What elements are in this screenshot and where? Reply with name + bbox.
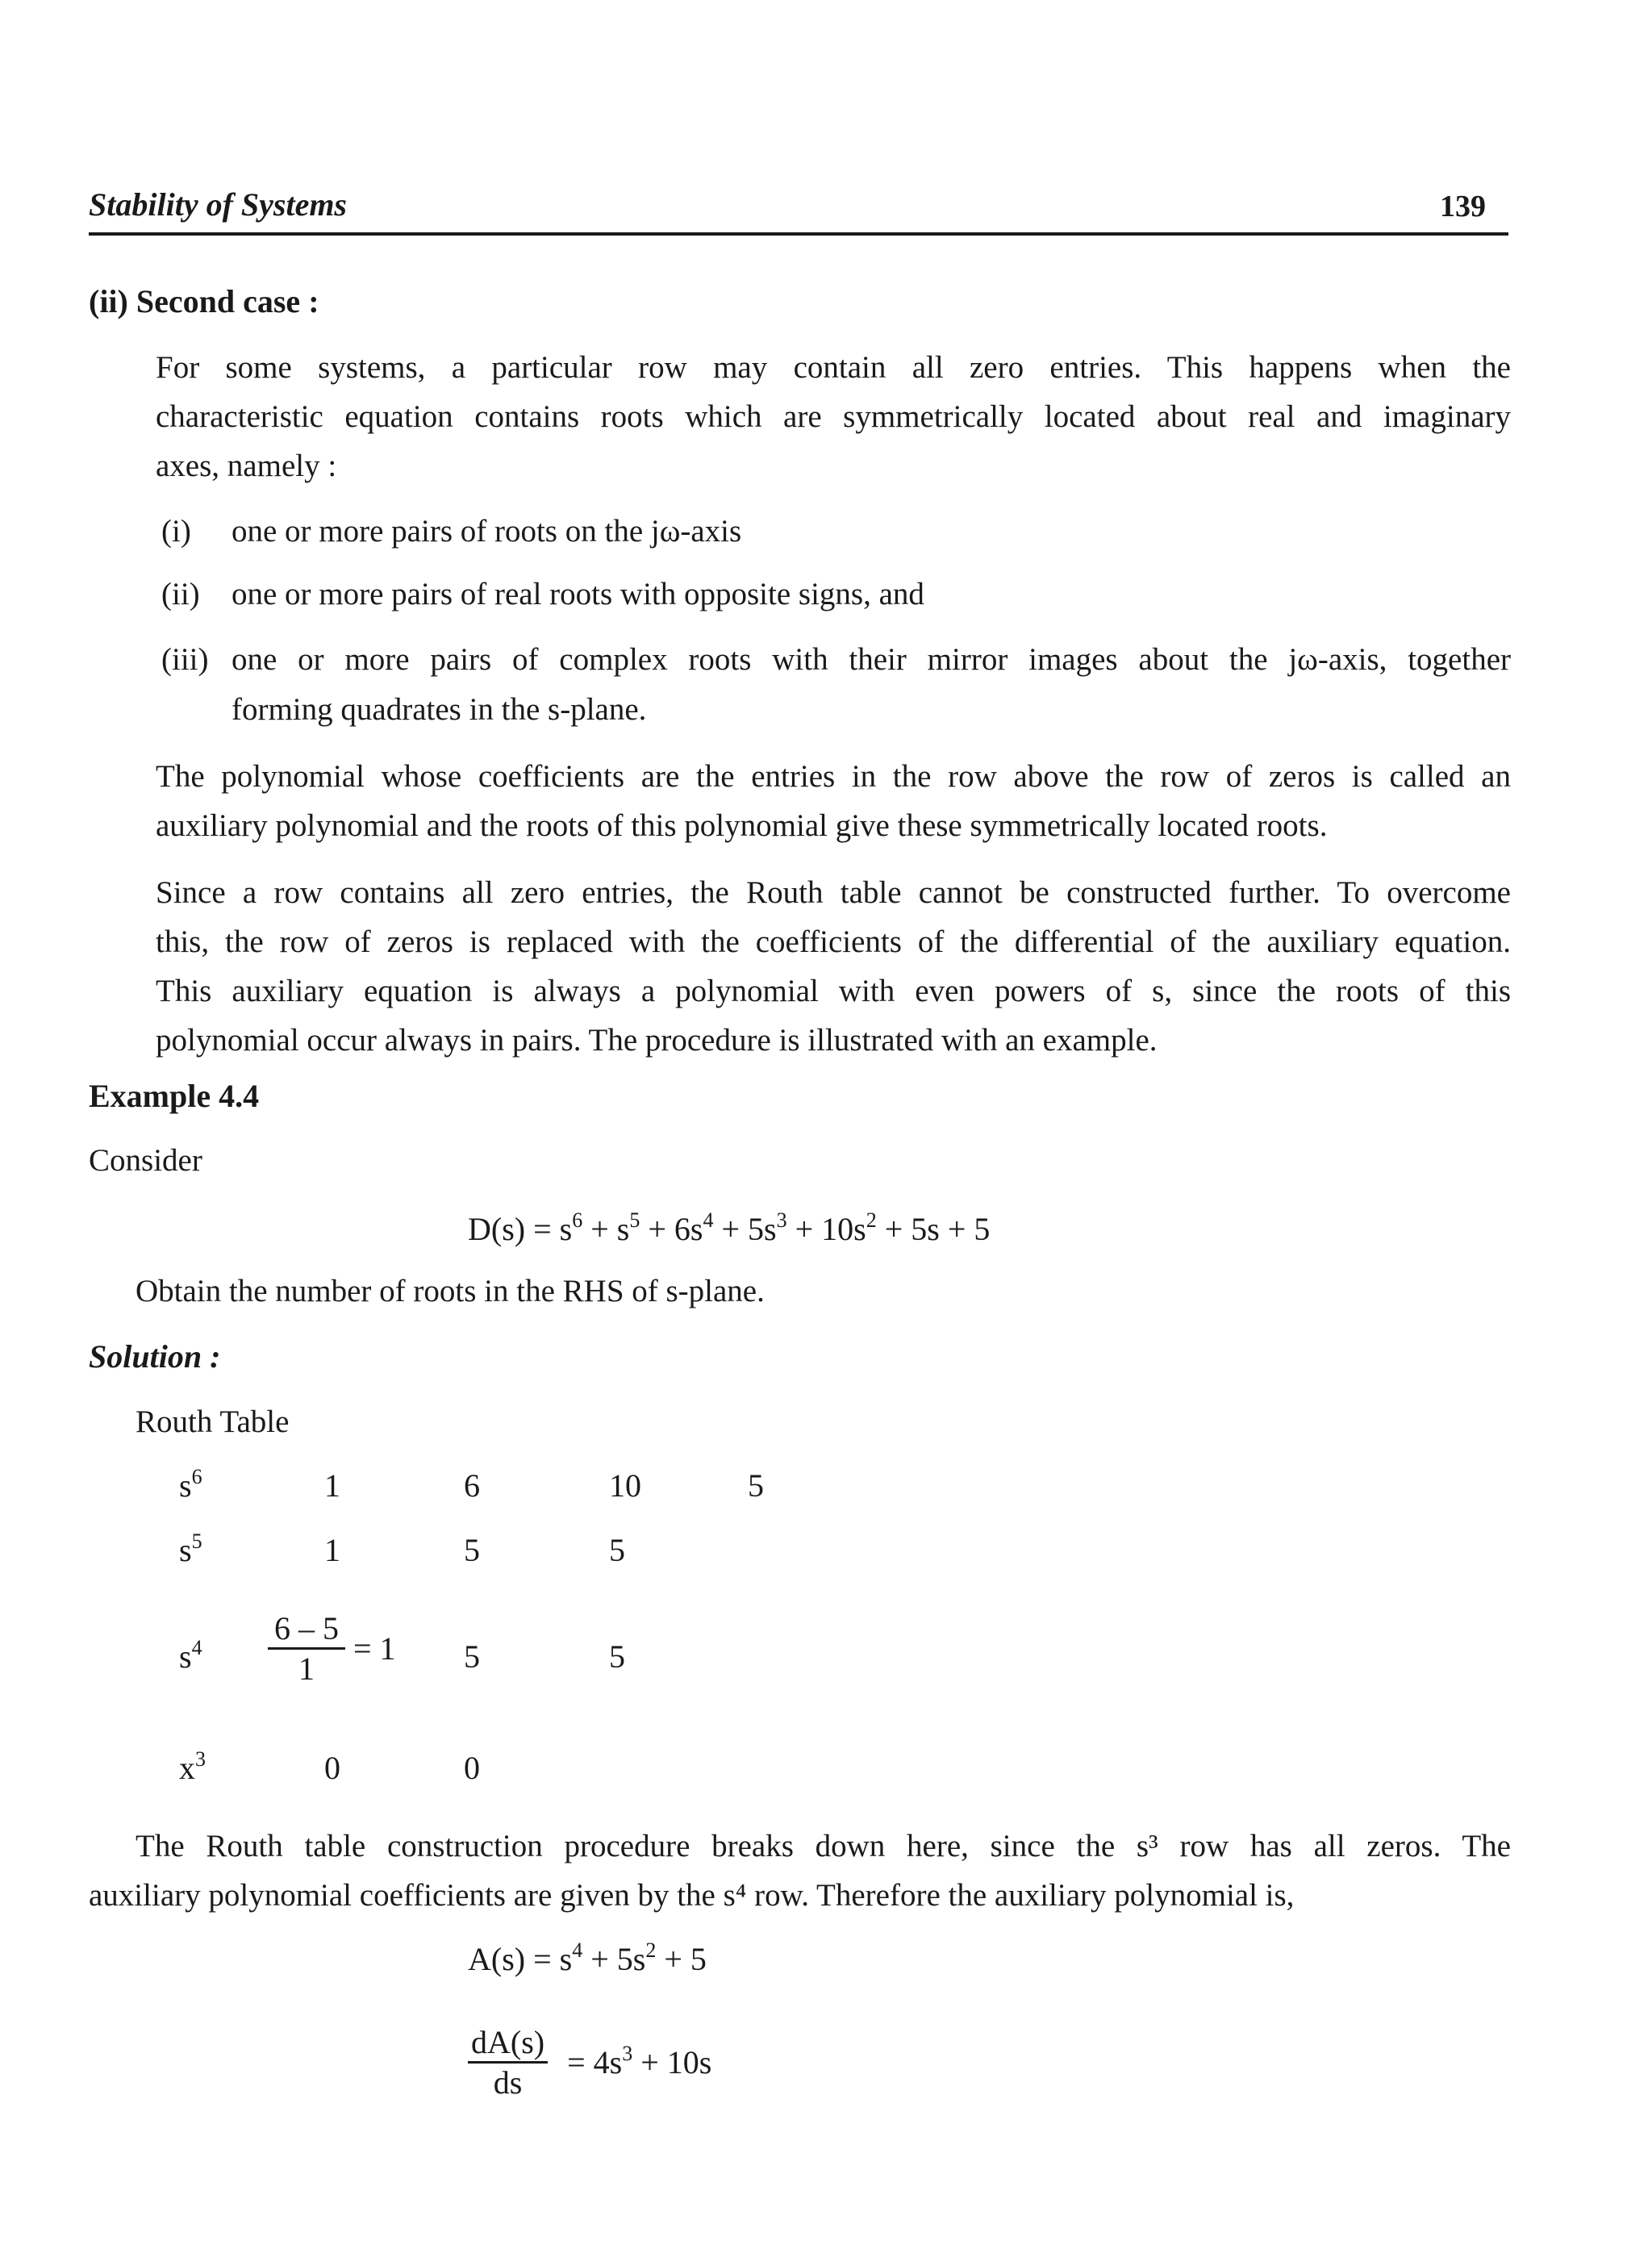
auxiliary-paragraph [156,752,1511,850]
table-cell: 1 [324,1532,340,1568]
exponent: 5 [629,1208,640,1232]
fraction-numerator: 6 – 5 [274,1610,339,1646]
list-item-number: (iii) [161,642,209,677]
text-line: This auxiliary equation is always a polynomial with even powers of s, since the roots of this [156,974,1511,1008]
text-line: The Routh table construction procedure breaks down here, since the s³ row has all zeros. The [136,1829,1511,1863]
fraction-denominator: ds [468,2061,548,2101]
exponent: 4 [572,1938,583,1962]
row-label: $s^5$ [179,1529,202,1568]
fraction-numerator: dA(s) [471,2024,545,2060]
row-label: $s^6$ [179,1464,202,1504]
exponent: 3 [195,1746,206,1771]
exponent: 5 [191,1529,202,1553]
example-heading: Example 4.4 [89,1078,260,1114]
procedure-paragraph [156,868,1511,1065]
exponent: 6 [572,1208,583,1232]
text-line: Since a row contains all zero entries, the Routh table cannot be constructed further. To overcome [156,875,1511,910]
row-label: $x^3$ [179,1746,206,1786]
header-rule [89,232,1508,236]
characteristic-equation [468,1210,990,1248]
table-cell: 0 [324,1750,340,1786]
exponent: 4 [191,1635,202,1659]
derivative-rhs: = $4s^3 + 10s$ [567,2041,712,2080]
text-line: auxiliary polynomial and the roots of this polynomial give these symmetrically located roots. [156,808,1328,843]
exponent: 6 [191,1464,202,1488]
exponent: 3 [776,1208,787,1232]
equation-term: + 5s + 5 [876,1211,991,1247]
list-item-text: one or more pairs of roots on the jω-axis [232,514,742,549]
text-line: this, the row of zeros is replaced with the coefficients of the differential of the auxiliary equation. [156,924,1511,959]
equation-term: + 5s [713,1211,777,1247]
table-cell: 6 [464,1467,480,1504]
exponent: 2 [866,1208,877,1232]
task-text: Obtain the number of roots in the RHS of s-plane. [136,1274,765,1308]
auxiliary-polynomial: $A(s) = s^4 + 5s^2 + 5$ [468,1938,707,1977]
equation-term: + 6s [640,1211,703,1247]
text-line: polynomial occur always in pairs. The procedure is illustrated with an example. [156,1023,1158,1058]
list-item-text: one or more pairs of real roots with opposite signs, and [232,577,924,611]
exponent: 3 [622,2041,633,2065]
equation-lhs: D(s) = s [468,1211,573,1247]
intro-paragraph [156,343,1511,490]
text-line: For some systems, a particular row may contain all zero entries. This happens when the [156,350,1511,385]
derivative-equation [468,2023,711,2101]
derivative-fraction [468,2023,548,2101]
breakdown-paragraph [89,1822,1511,1920]
table-cell: 5 [464,1532,480,1568]
exponent: 2 [645,1938,657,1962]
table-cell: 10 [609,1467,641,1504]
list-item-text: one or more pairs of complex roots with their mirror images about the jω-axis, together [232,642,1511,677]
list-item-text: forming quadrates in the s-plane. [232,692,647,727]
table-cell: 5 [464,1638,480,1675]
table-cell: 5 [609,1532,625,1568]
consider-text: Consider [89,1143,202,1178]
list-item-number: (ii) [161,577,200,611]
text-line: auxiliary polynomial coefficients are given by the s⁴ row. Therefore the auxiliary polynomial is, [89,1878,1295,1913]
fraction-result: = 1 [353,1630,396,1667]
table-cell: 0 [464,1750,480,1786]
fraction [268,1609,345,1688]
equation-term: + s [582,1211,630,1247]
table-cell: 1 [324,1467,340,1504]
text-line: axes, namely : [156,449,337,483]
solution-heading: Solution : [89,1338,221,1375]
routh-table-title: Routh Table [136,1404,290,1439]
row-label: $s^4$ [179,1635,202,1675]
running-header-title: Stability of Systems [89,186,347,223]
section-heading: (ii) Second case : [89,283,319,319]
exponent: 4 [703,1208,714,1232]
fraction-cell [268,1609,396,1688]
text-line: The polynomial whose coefficients are the entries in the row above the row of zeros is called an [156,759,1511,794]
table-cell: 5 [609,1638,625,1675]
text-line: characteristic equation contains roots which are symmetrically located about real and imaginary [156,399,1511,434]
fraction-denominator: 1 [268,1647,345,1688]
table-cell: 5 [748,1467,764,1504]
page-number: 139 [1440,190,1486,223]
equation-term: + 10s [786,1211,866,1247]
list-item-number: (i) [161,514,191,549]
